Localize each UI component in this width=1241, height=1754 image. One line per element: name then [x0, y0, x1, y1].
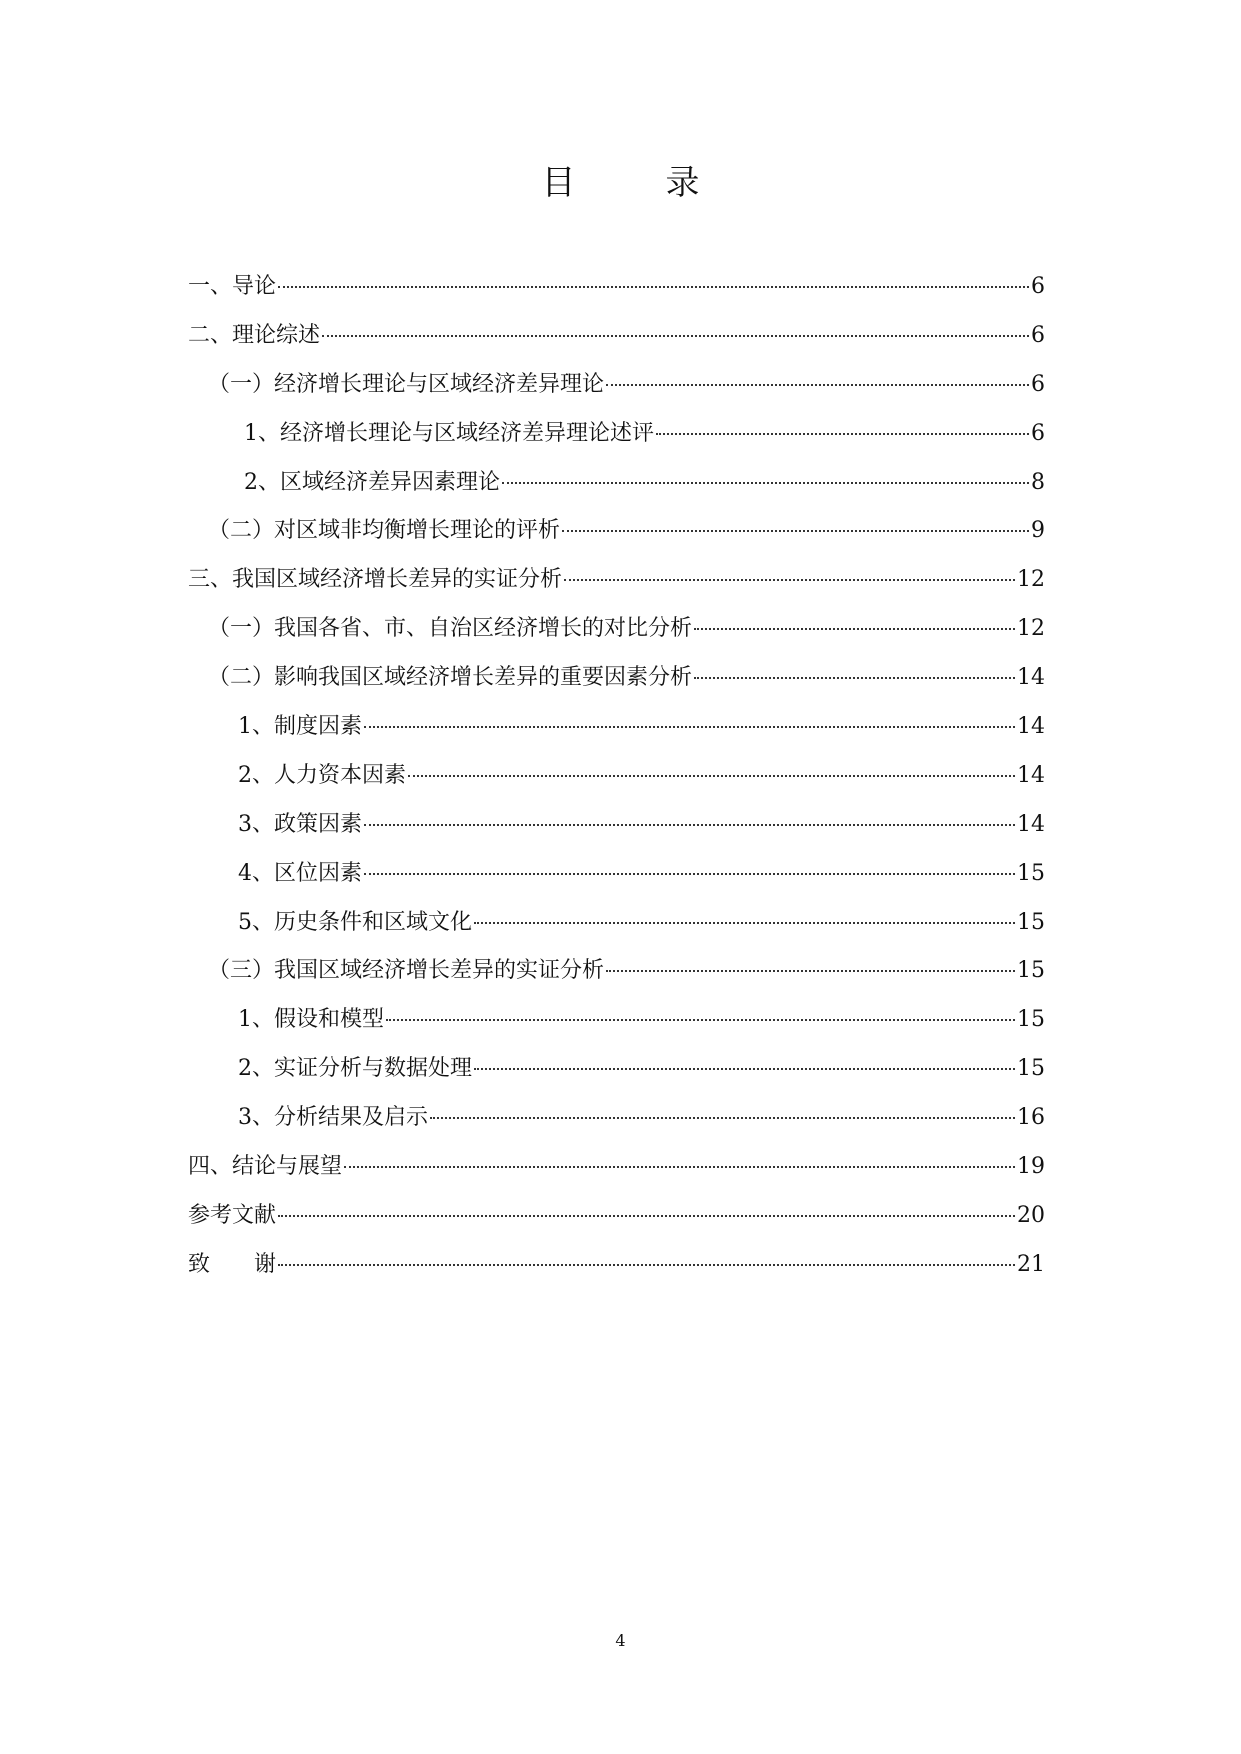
toc-entry[interactable] [188, 1149, 1045, 1198]
dot-leader [606, 970, 1015, 972]
toc-entry-page-number: 16 [1017, 1105, 1045, 1131]
toc-entry-title: 3、政策因素 [238, 811, 362, 837]
toc-entry-title: 4、区位因素 [238, 860, 362, 886]
toc-entry[interactable] [188, 807, 1045, 856]
dot-leader [564, 579, 1015, 581]
page-title [0, 158, 1241, 208]
dot-leader [562, 530, 1029, 532]
toc-entry-title: 三、我国区域经济增长差异的实证分析 [188, 567, 563, 593]
toc-entry-title: 5、历史条件和区域文化 [238, 909, 472, 935]
toc-entry-title: 1、经济增长理论与区域经济差异理论述评 [244, 420, 654, 446]
toc-entry[interactable] [188, 1051, 1045, 1100]
dot-leader [364, 824, 1015, 826]
dot-leader [656, 433, 1029, 435]
toc-entry-page-number: 15 [1017, 909, 1045, 935]
toc-entry[interactable] [188, 1247, 1045, 1296]
dot-leader [474, 1068, 1015, 1070]
toc-entry[interactable] [188, 367, 1045, 416]
dot-leader [474, 922, 1015, 924]
toc-entry-page-number: 6 [1031, 420, 1045, 446]
toc-entry-title: 参考文献 [188, 1202, 277, 1228]
toc-entry-page-number: 14 [1017, 665, 1045, 691]
toc-entry-title: 1、制度因素 [238, 714, 362, 740]
toc-entry-title: 2、人力资本因素 [238, 762, 406, 788]
toc-entry-title: （二）影响我国区域经济增长差异的重要因素分析 [208, 665, 693, 691]
dot-leader [344, 1166, 1015, 1168]
toc-entry[interactable] [188, 416, 1045, 465]
dot-leader [386, 1019, 1015, 1021]
toc-entry-page-number: 15 [1017, 1056, 1045, 1082]
toc-entry-page-number: 19 [1017, 1154, 1045, 1180]
toc-entry-title: 2、实证分析与数据处理 [238, 1056, 472, 1082]
toc-entry-title: 2、区域经济差异因素理论 [244, 469, 500, 495]
dot-leader [278, 1215, 1015, 1217]
toc-entry-title: （一）经济增长理论与区域经济差异理论 [208, 371, 605, 397]
toc-entry-page-number: 14 [1017, 762, 1045, 788]
toc-entry[interactable] [188, 562, 1045, 611]
toc-entry[interactable] [188, 905, 1045, 954]
dot-leader [502, 482, 1029, 484]
toc-entry-page-number: 15 [1017, 958, 1045, 984]
toc-entry-title: （三）我国区域经济增长差异的实证分析 [208, 958, 605, 984]
dot-leader [364, 873, 1015, 875]
toc-entry-page-number: 14 [1017, 714, 1045, 740]
dot-leader [694, 628, 1015, 630]
title-char-1: 目 [541, 163, 576, 203]
toc-entry[interactable] [188, 269, 1045, 318]
toc-entry[interactable] [188, 1198, 1045, 1247]
toc-entry-title: （一）我国各省、市、自治区经济增长的对比分析 [208, 616, 693, 642]
toc-entry-page-number: 12 [1017, 567, 1045, 593]
toc-entry[interactable] [188, 660, 1045, 709]
toc-entry-title: 一、导论 [188, 274, 277, 299]
toc-entry-page-number: 15 [1017, 1007, 1045, 1033]
dot-leader [408, 775, 1015, 777]
page-number: 4 [615, 1631, 626, 1650]
toc-entry[interactable] [188, 318, 1045, 367]
title-char-2: 录 [665, 163, 700, 203]
toc-entry[interactable] [188, 465, 1045, 514]
toc-entry-page-number: 6 [1031, 371, 1045, 397]
dot-leader [278, 1264, 1015, 1266]
toc-entry-title: （二）对区域非均衡增长理论的评析 [208, 518, 561, 544]
toc-entry-title: 致 谢 [188, 1251, 277, 1277]
toc-entry-page-number: 20 [1017, 1202, 1045, 1228]
toc-entry[interactable] [188, 709, 1045, 758]
toc-entry-page-number: 21 [1017, 1251, 1045, 1277]
toc-entry-page-number: 9 [1031, 518, 1045, 544]
toc-entry[interactable] [188, 1100, 1045, 1149]
toc-entry-title: 二、理论综述 [188, 322, 321, 348]
toc-entry-page-number: 14 [1017, 811, 1045, 837]
toc-entry[interactable] [188, 856, 1045, 905]
toc-entry[interactable] [188, 953, 1045, 1002]
toc-entry-page-number: 6 [1031, 274, 1045, 299]
dot-leader [322, 335, 1029, 337]
toc-entry-page-number: 15 [1017, 860, 1045, 886]
dot-leader [606, 384, 1029, 386]
toc-entry[interactable] [188, 611, 1045, 660]
dot-leader [694, 677, 1015, 679]
toc-entry-page-number: 6 [1031, 322, 1045, 348]
toc-entry[interactable] [188, 513, 1045, 562]
toc-entry-page-number: 12 [1017, 616, 1045, 642]
toc-entry-title: 四、结论与展望 [188, 1154, 343, 1180]
table-of-contents [188, 269, 1045, 1296]
toc-entry[interactable] [188, 1002, 1045, 1051]
dot-leader [278, 286, 1029, 288]
toc-entry-page-number: 8 [1031, 469, 1045, 495]
toc-entry-title: 1、假设和模型 [238, 1007, 384, 1033]
dot-leader [430, 1117, 1015, 1119]
dot-leader [364, 726, 1015, 728]
toc-entry-title: 3、分析结果及启示 [238, 1105, 428, 1131]
toc-entry[interactable] [188, 758, 1045, 807]
